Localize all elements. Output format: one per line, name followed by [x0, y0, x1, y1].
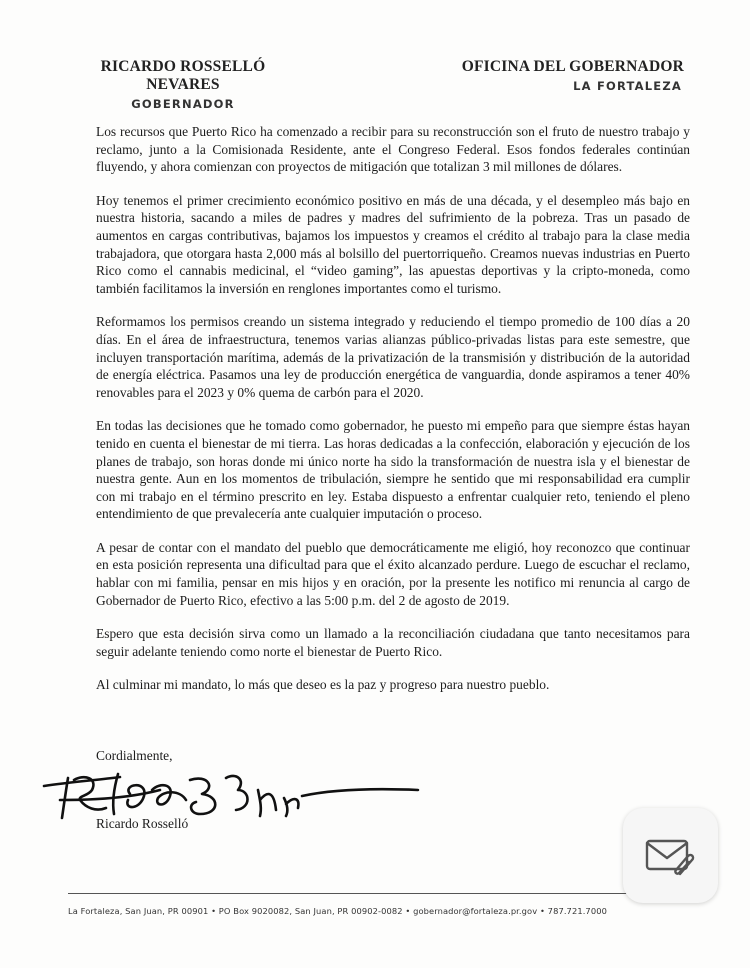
paragraph-6: Espero que esta decisión sirva como un llamado a la reconciliación ciudadana que tanto necesitamos para seguir adelante teniendo como norte el bienestar de Puerto Rico. [96, 626, 690, 659]
letter-body [96, 123, 690, 710]
governor-name: RICARDO ROSSELLÓ NEVARES [100, 58, 266, 93]
paragraph-7: Al culminar mi mandato, lo más que deseo es la paz y progreso para nuestro pueblo. [96, 677, 550, 693]
share-mail-button[interactable] [623, 808, 718, 903]
closing-salutation: Cordialmente, [96, 748, 173, 763]
footer-divider [68, 893, 688, 894]
paragraph-1: Los recursos que Puerto Rico ha comenzado a recibir para su reconstrucción son el fruto de nuestro trabajo y reclamo, junto a la Comisionada Residente, ante el Congreso Federal. Esos fondos federales continúan fluyendo, y ahora comienzan con proyectos de mitigación que totalizan 3 mil millones de dólares. [96, 124, 690, 175]
signer-name: Ricardo Rosselló [96, 816, 189, 831]
letterhead-left [68, 58, 298, 111]
governor-title: GOBERNADOR [131, 97, 235, 111]
paragraph-4: En todas las decisiones que he tomado como gobernador, he puesto mi empeño para que siempre éstas hayan tenido en cuenta el bienestar de mi tierra. Las horas dedicadas a la confección, elaboración y ejecución de los planes de trabajo, son horas donde mi único norte ha sido la transformación de nuestra isla y el bienestar de nuestra gente. Aun en los momentos de tribulación, siempre he sentido que mi responsabilidad era cumplir con mi trabajo en el término prescrito en ley. Estaba dispuesto a enfrentar cualquier reto, teniendo el pleno entendimiento de que prevalecería ante cualquier imputación o proceso. [96, 418, 690, 522]
footer-contact: La Fortaleza, San Juan, PR 00901 • PO Box 9020082, San Juan, PR 00902-0082 • gobernador@fortaleza.pr.gov • 787.721.7000 [68, 906, 607, 916]
paragraph-3: Reformamos los permisos creando un sistema integrado y reduciendo el tiempo promedio de 100 días a 20 días. En el área de infraestructura, tenemos varias alianzas público-privadas listas para este semestre, que incluyen transportación marítima, además de la privatización de la transmisión y distribución de la autoridad de energía eléctrica. Pasamos una ley de producción energética de vanguardia, donde aspiramos a tener 40% renovables para el 2023 y 0% quema de carbón para el 2020. [96, 314, 690, 400]
paragraph-5: A pesar de contar con el mandato del pueblo que democráticamente me eligió, hoy reconozco que continuar en esta posición representa una dificultad para que el éxito alcanzado perdure. Luego de escuchar el reclamo, hablar con mi familia, pensar en mis hijos y en oración, por la presente les notifico mi renuncia al cargo de Gobernador de Puerto Rico, efectivo a las 5:00 p.m. del 2 de agosto de 2019. [96, 539, 690, 608]
office-location: LA FORTALEZA [573, 79, 682, 93]
mail-attachment-icon [644, 836, 698, 876]
office-name: OFICINA DEL GOBERNADOR [461, 58, 684, 75]
letterhead-right [454, 58, 684, 93]
paragraph-2: Hoy tenemos el primer crecimiento económico positivo en más de una década, y el desempleo más bajo en nuestra historia, sacando a miles de padres y madres del sufrimiento de la pobreza. Tras un pasado de aumentos en cargas contributivas, bajamos los impuestos y creamos el crédito al trabajo para la clase media trabajadora, que otorgara hasta 2,000 más al bolsillo del puertorriqueño. Creamos nuevas industrias en Puerto Rico como el cannabis medicinal, el “video gaming”, las apuestas deportivas y la cripto-moneda, como también facilitamos la inversión en renglones importantes como el turismo. [96, 192, 690, 296]
signature-lettering: Ricardo Rosselló [240, 828, 247, 829]
